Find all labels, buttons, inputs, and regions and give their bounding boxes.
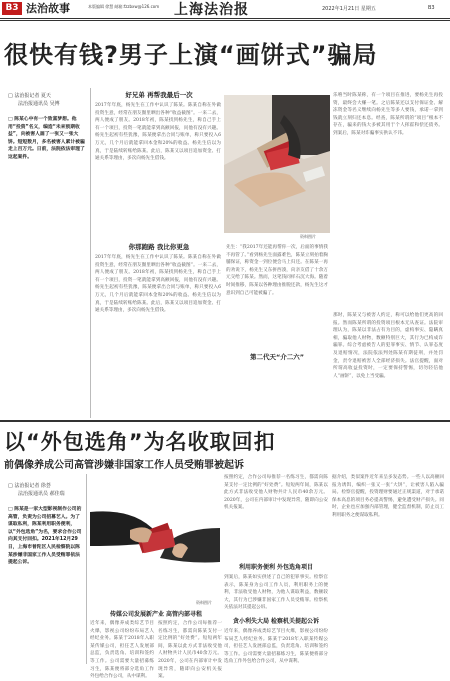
story1-photo [224,95,330,233]
editor-contact: 本版编辑 徐慧 邮箱:fzzbxw@126.com [88,4,160,9]
story1-body-col-b: 先生：“我2017年还能再帮你一次，后面的事情我不再管了。”看到杨先生面露难色，陈某立刻拍着胸脯保证，称资金一到位便会马上归还。在陈某一再的劝说下，杨先生又东拼西凑，向亲友借了十余万元交给了陈某。然而，这笔钱同样石沉大海。随着时间推移，陈某以各种理由推脱还款，杨先生这才意识到自己可能被骗了。 [226,245,328,296]
story2-body-col-b3: 近年来，偶像养成类综艺节目火爆，影视公司纷纷布局艺人经纪业务。陈某于2018年入职某传媒公司，担任艺人发展部总监，负责选角、培训和签约等工作。公司需要大量招募练习生，陈某便将部分选角工作外包给合作公司，从中谋利。 [224,629,328,665]
section-title: 法治故事 [26,2,70,15]
story2-section3-heading: 贪小利失大局 检察机关提起公诉 [232,618,320,625]
story1-body-col-a2: 2017年年底，杨先生在工作中认识了陈某。陈某自称在外做投资生意，经常在朋友圈里晒出各种“收益截图”。一来二去，两人便成了朋友。2018年初，陈某找到杨先生，称自己手上有一个项目，投资一笔就能拿到高额回报，问他有没有兴趣。杨先生起初有些犹豫，陈某便拿出合同与账单，称只要投入6万元，几个月后就能拿回本金和20%的收益。杨先生信以为真，于是陆续转账给陈某。此后，陈某又以项目追加资金、打通关系等理由，多次向杨先生借钱。 [95,255,221,314]
masthead-rule [0,18,450,19]
story1-byline-correspondent: 法治报通讯员 吴博 [18,101,60,107]
story2-byline-correspondent: 法治报通讯员 郝佳瑞 [18,491,65,497]
story2-byline-reporter: □ 法治报记者 徐荟 [8,483,51,489]
story1-body-col-a: 2017年年底，杨先生在工作中认识了陈某。陈某自称在外做投资生意，经常在朋友圈里晒出各种“收益截图”。一来二去，两人便成了朋友。2018年初，陈某找到杨先生，称自己手上有一个项目，投资一笔就能拿到高额回报，问他有没有兴趣。杨先生起初有些犹豫，陈某便拿出合同与账单，称只要投入6万元，几个月后就能拿回本金和20%的收益。杨先生信以为真，于是陆续转账给陈某。此后，陈某又以项目追加资金、打通关系等理由，多次向杨先生借钱。 [95,103,221,162]
story2-column-divider [86,474,87,664]
page-code-badge: B3 [2,2,22,15]
story2-photo [90,472,220,598]
story1-photo-caption: 资料图片 [300,234,316,239]
story1-body-col-c: 乐嘻当时陈某称，有一个项目在推进，要杨先生再投资，最终会大赚一笔。之后陈某还以支付保证金、解冻资金等名义继续向杨先生等多人要钱，承诺一拿到钱就立刻归还本息。经查，陈某所谓的“项目”根本不存在，骗来的钱大多被其用于个人挥霍和偿还债务。到案后，陈某对诈骗事实供认不讳。 [333,93,443,136]
story2-section2-heading: 利用职务便利 外包选角项目 [238,564,314,571]
story2-body-col-b: 按照约定，合作公司每推荐一名练习生，都需向陈某支付一定比例的“好处费”。短短两年间，陈某以此方式非法收受他人财物共计人民币40余万元。2020年，公司在内部审计中发现异常，随即向公安机关报案。 [224,475,328,511]
story2-body-col-a: 近年来，偶像养成类综艺节目火爆，影视公司纷纷布局艺人经纪业务。陈某于2018年入职某传媒公司，担任艺人发展部总监，负责选角、培训和签约等工作。公司需要大量招募练习生，陈某便将部分选角工作外包给合作公司，从中谋利。 [90,621,154,680]
sidebar-text: 据介绍，类似案件近年来呈多发态势。一些人以高额回报为诱饵，编织一张又一张“大饼”，让被害人陷入骗局。检察官提醒，投资理财要通过正规渠道，对于承诺保本高息的项目务必提高警惕，避免遭受财产损失。同时，企业也应加强内部管理，健全监督机制，防止员工利用职务之便谋取私利。 [332,475,444,518]
story1-section2-heading: 你那跑路 我比你更急 [128,243,190,251]
story1-byline-reporter: □ 法治报记者 夏天 [8,93,51,99]
story1-section1-heading: 好兄弟 再帮我最后一次 [125,91,193,99]
story2-subheadline: 前偶像养成公司高管涉嫌非国家工作人员受贿罪被起诉 [4,460,244,471]
story-separator [0,420,450,422]
issue-date: 2022年1月21日 星期五 [322,6,376,12]
story2-body-col-a2: 按照约定，合作公司每推荐一名练习生，都需向陈某支付一定比例的“好处费”。短短两年间，陈某以此方式非法收受他人财物共计人民币40余万元。2020年，公司在内部审计中发现异常，随即向公安机关报案。 [158,621,222,680]
story1-headline: 很快有钱?男子上演“画饼式”骗局 [4,41,378,69]
story2-headline: 以“外包选角”为名收取回扣 [4,430,276,454]
story2-section1-heading: 传媒公司发展新产业 高管内部寻租 [109,611,203,618]
story2-photo-caption: 资料图片 [196,600,212,605]
story1-section3-heading: 第二代天“介二六” [226,352,328,361]
story2-abstract: □ 陈某是一家大型影视制作公司的高管，负责为公司招募艺人。为了谋取私利，陈某利用职务便利，以“外包选角”为名，要求合作公司向其支付回扣。2021年12月29日，上海市普陀区人民检察院以陈某涉嫌非国家工作人员受贿罪依法提起公诉。 [8,507,82,566]
newspaper-name: 上海法治报 [174,2,249,18]
page-number: B3 [428,5,435,11]
story1-abstract: □ 陈某心中有一个致富梦想。他用“投资”名义，编造“未来预期收益”，向被害人画了一张又一张大饼。短短数月，多名被害人累计被骗走上百万元。日前，法院依法审理了这起案件。 [8,117,85,160]
story2-body-col-b2: 到案后，陈某如实供述了自己的犯罪事实。检察官表示，陈某身为公司工作人员，利用职务上的便利，非法收受他人财物，为他人谋取利益，数额较大，其行为已涉嫌非国家工作人员受贿罪。检察机关依法对其提起公诉。 [224,575,328,611]
story1-column-divider [90,88,91,418]
masthead-rule-thin [0,20,450,21]
story1-body-col-d: 那时，陈某又与被害人约定，称可以给他们更高的回报。然而陈某所谓的投资项目根本无从查证。法院审理认为，陈某以非法占有为目的，虚构事实、隐瞒真相，骗取他人财物，数额特别巨大，其行为已构成诈骗罪。综合考虑被告人的犯罪事实、情节、认罪态度及退赔情况，法院依法判处陈某有期徒刑，并处罚金，责令退赔被害人全部经济损失。法官提醒，面对所谓高收益投资时，一定要保持警惕，切勿轻信他人“画饼”，以免上当受骗。 [333,313,443,379]
